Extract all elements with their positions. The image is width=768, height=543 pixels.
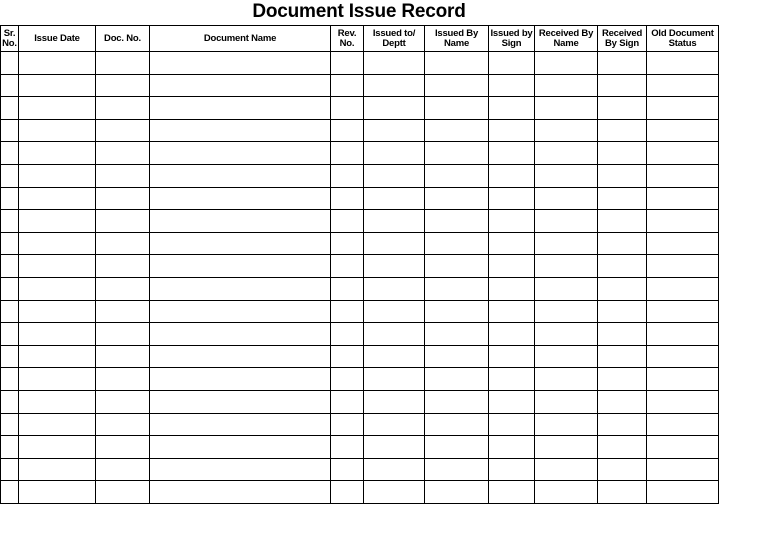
column-header-label: Status <box>668 37 697 49</box>
table-cell <box>598 323 647 346</box>
doc-no-header <box>96 26 150 52</box>
table-cell <box>1 436 19 459</box>
column-header-label: Received <box>601 27 643 39</box>
table-cell <box>19 390 96 413</box>
table-cell <box>19 164 96 187</box>
table-cell <box>364 52 425 75</box>
table-cell <box>364 142 425 165</box>
table-cell <box>331 323 364 346</box>
table-cell <box>425 255 489 278</box>
table-cell <box>19 187 96 210</box>
table-cell <box>489 187 535 210</box>
table-cell <box>19 436 96 459</box>
table-cell <box>150 187 331 210</box>
table-cell <box>364 413 425 436</box>
table-cell <box>535 97 598 120</box>
issue-date-header <box>19 26 96 52</box>
table-row <box>1 255 719 278</box>
table-cell <box>647 210 719 233</box>
table-cell <box>96 436 150 459</box>
table-cell <box>150 390 331 413</box>
table-cell <box>150 97 331 120</box>
column-header-label: No. <box>2 37 17 49</box>
table-cell <box>535 481 598 504</box>
table-cell <box>535 368 598 391</box>
old-document-status-header <box>647 26 719 52</box>
table-cell <box>535 142 598 165</box>
table-row <box>1 345 719 368</box>
received-by-name-header <box>535 26 598 52</box>
table-cell <box>96 481 150 504</box>
table-cell <box>331 74 364 97</box>
table-cell <box>96 52 150 75</box>
column-header-label: Received By <box>538 27 594 39</box>
table-cell <box>96 390 150 413</box>
table-row <box>1 210 719 233</box>
table-cell <box>150 436 331 459</box>
table-cell <box>150 164 331 187</box>
table-row <box>1 164 719 187</box>
issue-record-table <box>0 25 719 504</box>
table-cell <box>598 368 647 391</box>
table-cell <box>489 74 535 97</box>
rev-no-header <box>331 26 364 52</box>
table-cell <box>364 74 425 97</box>
table-cell <box>96 255 150 278</box>
table-cell <box>19 300 96 323</box>
column-header-label: Sr. <box>3 27 16 39</box>
table-cell <box>1 187 19 210</box>
table-cell <box>1 277 19 300</box>
table-cell <box>364 255 425 278</box>
table-cell <box>19 97 96 120</box>
table-cell <box>647 52 719 75</box>
table-cell <box>598 277 647 300</box>
table-cell <box>19 142 96 165</box>
table-cell <box>364 300 425 323</box>
table-cell <box>1 300 19 323</box>
table-cell <box>150 255 331 278</box>
column-header-label: Deptt <box>382 37 406 49</box>
table-cell <box>489 368 535 391</box>
table-cell <box>535 232 598 255</box>
table-cell <box>1 232 19 255</box>
table-cell <box>1 255 19 278</box>
table-cell <box>647 323 719 346</box>
table-cell <box>364 164 425 187</box>
table-cell <box>1 119 19 142</box>
table-cell <box>19 232 96 255</box>
table-cell <box>535 345 598 368</box>
table-cell <box>425 345 489 368</box>
table-cell <box>331 277 364 300</box>
table-cell <box>96 277 150 300</box>
issued-by-name-header <box>425 26 489 52</box>
table-cell <box>425 390 489 413</box>
table-cell <box>489 119 535 142</box>
table-body <box>1 52 719 504</box>
table-cell <box>150 74 331 97</box>
table-cell <box>19 413 96 436</box>
table-cell <box>598 210 647 233</box>
table-cell <box>425 458 489 481</box>
column-header-label: Issued by <box>490 27 533 39</box>
table-cell <box>1 52 19 75</box>
table-cell <box>364 390 425 413</box>
table-cell <box>364 458 425 481</box>
table-cell <box>647 119 719 142</box>
table-cell <box>331 210 364 233</box>
table-row <box>1 74 719 97</box>
table-cell <box>364 210 425 233</box>
table-cell <box>96 164 150 187</box>
table-cell <box>1 390 19 413</box>
table-cell <box>647 368 719 391</box>
table-cell <box>331 413 364 436</box>
column-header-label: Issued to/ <box>372 27 416 39</box>
table-cell <box>150 413 331 436</box>
table-cell <box>489 97 535 120</box>
table-row <box>1 277 719 300</box>
table-cell <box>96 232 150 255</box>
table-cell <box>96 97 150 120</box>
table-cell <box>489 164 535 187</box>
table-row <box>1 323 719 346</box>
table-cell <box>535 119 598 142</box>
table-cell <box>647 436 719 459</box>
table-cell <box>425 142 489 165</box>
header-row <box>1 26 719 52</box>
table-cell <box>331 436 364 459</box>
table-row <box>1 97 719 120</box>
column-header-label: Sign <box>501 37 522 49</box>
table-cell <box>598 436 647 459</box>
document-name-header <box>150 26 331 52</box>
table-cell <box>598 164 647 187</box>
table-cell <box>331 255 364 278</box>
table-cell <box>535 52 598 75</box>
table-cell <box>425 210 489 233</box>
table-cell <box>331 345 364 368</box>
table-cell <box>647 481 719 504</box>
column-header-label: No. <box>339 37 355 49</box>
table-cell <box>425 97 489 120</box>
table-cell <box>96 119 150 142</box>
table-row <box>1 142 719 165</box>
column-header-label: Doc. No. <box>104 32 141 44</box>
table-cell <box>331 300 364 323</box>
table-cell <box>364 345 425 368</box>
table-cell <box>647 255 719 278</box>
table-row <box>1 232 719 255</box>
table-cell <box>598 481 647 504</box>
table-cell <box>598 97 647 120</box>
table-cell <box>489 458 535 481</box>
table-cell <box>150 368 331 391</box>
table-cell <box>364 232 425 255</box>
table-cell <box>150 232 331 255</box>
column-header-label: Old Document <box>651 27 714 39</box>
table-cell <box>425 413 489 436</box>
table-cell <box>19 481 96 504</box>
table-cell <box>364 323 425 346</box>
table-cell <box>647 300 719 323</box>
table-cell <box>96 210 150 233</box>
table-cell <box>96 458 150 481</box>
table-cell <box>96 300 150 323</box>
column-header-label: Name <box>553 37 579 49</box>
table-cell <box>598 187 647 210</box>
table-cell <box>489 142 535 165</box>
table-row <box>1 458 719 481</box>
table-cell <box>598 390 647 413</box>
table-cell <box>19 458 96 481</box>
table-cell <box>489 232 535 255</box>
table-cell <box>331 232 364 255</box>
table-cell <box>425 277 489 300</box>
table-cell <box>598 232 647 255</box>
table-cell <box>364 187 425 210</box>
column-header-label: Rev. <box>337 27 357 39</box>
table-cell <box>489 277 535 300</box>
table-cell <box>647 345 719 368</box>
table-cell <box>331 142 364 165</box>
issued-by-sign-header <box>489 26 535 52</box>
column-header-label: Name <box>443 37 470 49</box>
table-cell <box>150 277 331 300</box>
table-cell <box>1 481 19 504</box>
table-cell <box>425 164 489 187</box>
table-cell <box>535 74 598 97</box>
table-cell <box>150 52 331 75</box>
table-cell <box>19 74 96 97</box>
table-cell <box>19 52 96 75</box>
table-cell <box>647 142 719 165</box>
table-cell <box>598 345 647 368</box>
table-cell <box>535 255 598 278</box>
table-cell <box>331 119 364 142</box>
table-cell <box>19 255 96 278</box>
table-cell <box>647 74 719 97</box>
table-cell <box>598 458 647 481</box>
table-cell <box>96 368 150 391</box>
table-cell <box>489 481 535 504</box>
table-cell <box>598 119 647 142</box>
table-cell <box>647 164 719 187</box>
table-cell <box>19 119 96 142</box>
issued-to-deptt-header <box>364 26 425 52</box>
table-cell <box>19 368 96 391</box>
table-cell <box>535 277 598 300</box>
table-cell <box>331 187 364 210</box>
table-cell <box>535 436 598 459</box>
table-cell <box>647 277 719 300</box>
table-cell <box>1 74 19 97</box>
table-cell <box>535 164 598 187</box>
table-cell <box>489 300 535 323</box>
table-cell <box>1 142 19 165</box>
table-cell <box>1 164 19 187</box>
table-cell <box>1 368 19 391</box>
table-cell <box>96 74 150 97</box>
table-cell <box>150 142 331 165</box>
table-row <box>1 413 719 436</box>
table-cell <box>489 413 535 436</box>
sr-no-header <box>1 26 19 52</box>
table-cell <box>489 323 535 346</box>
table-cell <box>331 97 364 120</box>
table-cell <box>425 74 489 97</box>
table-cell <box>331 481 364 504</box>
table-cell <box>598 255 647 278</box>
table-cell <box>489 390 535 413</box>
table-row <box>1 187 719 210</box>
table-row <box>1 300 719 323</box>
table-cell <box>150 458 331 481</box>
table-cell <box>331 458 364 481</box>
table-cell <box>331 368 364 391</box>
table-cell <box>425 481 489 504</box>
table-cell <box>19 277 96 300</box>
table-cell <box>535 458 598 481</box>
table-cell <box>647 458 719 481</box>
table-cell <box>535 187 598 210</box>
table-cell <box>150 119 331 142</box>
table-cell <box>647 187 719 210</box>
table-cell <box>1 97 19 120</box>
table-cell <box>1 210 19 233</box>
table-cell <box>647 97 719 120</box>
table-cell <box>425 119 489 142</box>
table-cell <box>1 345 19 368</box>
table-row <box>1 119 719 142</box>
table-cell <box>425 323 489 346</box>
table-cell <box>535 300 598 323</box>
table-cell <box>364 119 425 142</box>
table-cell <box>96 142 150 165</box>
table-cell <box>489 52 535 75</box>
table-cell <box>598 74 647 97</box>
document-title: Document Issue Record <box>252 1 466 22</box>
table-row <box>1 390 719 413</box>
table-row <box>1 436 719 459</box>
column-header-label: Document Name <box>203 32 277 44</box>
table-cell <box>364 277 425 300</box>
table-cell <box>489 436 535 459</box>
table-cell <box>647 232 719 255</box>
table-cell <box>647 413 719 436</box>
table-cell <box>331 52 364 75</box>
table-cell <box>331 390 364 413</box>
column-header-label: Issue Date <box>34 32 80 44</box>
table-cell <box>19 345 96 368</box>
table-cell <box>425 436 489 459</box>
table-cell <box>489 345 535 368</box>
table-cell <box>150 323 331 346</box>
table-cell <box>96 187 150 210</box>
table-cell <box>96 345 150 368</box>
table-cell <box>535 390 598 413</box>
table-row <box>1 481 719 504</box>
table-cell <box>364 97 425 120</box>
table-cell <box>535 413 598 436</box>
table-cell <box>425 232 489 255</box>
table-cell <box>150 300 331 323</box>
table-cell <box>425 368 489 391</box>
table-cell <box>364 481 425 504</box>
table-cell <box>598 413 647 436</box>
table-row <box>1 368 719 391</box>
table-cell <box>96 413 150 436</box>
table-cell <box>1 323 19 346</box>
table-cell <box>331 164 364 187</box>
table-cell <box>425 52 489 75</box>
table-cell <box>425 300 489 323</box>
table-cell <box>19 323 96 346</box>
table-cell <box>647 390 719 413</box>
table-cell <box>598 142 647 165</box>
column-header-label: By Sign <box>605 37 639 49</box>
table-cell <box>364 368 425 391</box>
table-cell <box>489 255 535 278</box>
table-cell <box>425 187 489 210</box>
table-cell <box>150 481 331 504</box>
table-cell <box>150 210 331 233</box>
table-cell <box>150 345 331 368</box>
table-cell <box>1 413 19 436</box>
table-cell <box>489 210 535 233</box>
table-cell <box>598 52 647 75</box>
received-by-sign-header <box>598 26 647 52</box>
table-cell <box>535 210 598 233</box>
table-cell <box>19 210 96 233</box>
table-row <box>1 52 719 75</box>
table-cell <box>1 458 19 481</box>
table-cell <box>364 436 425 459</box>
table-cell <box>535 323 598 346</box>
table-cell <box>96 323 150 346</box>
table-cell <box>598 300 647 323</box>
column-header-label: Issued By <box>434 27 479 39</box>
